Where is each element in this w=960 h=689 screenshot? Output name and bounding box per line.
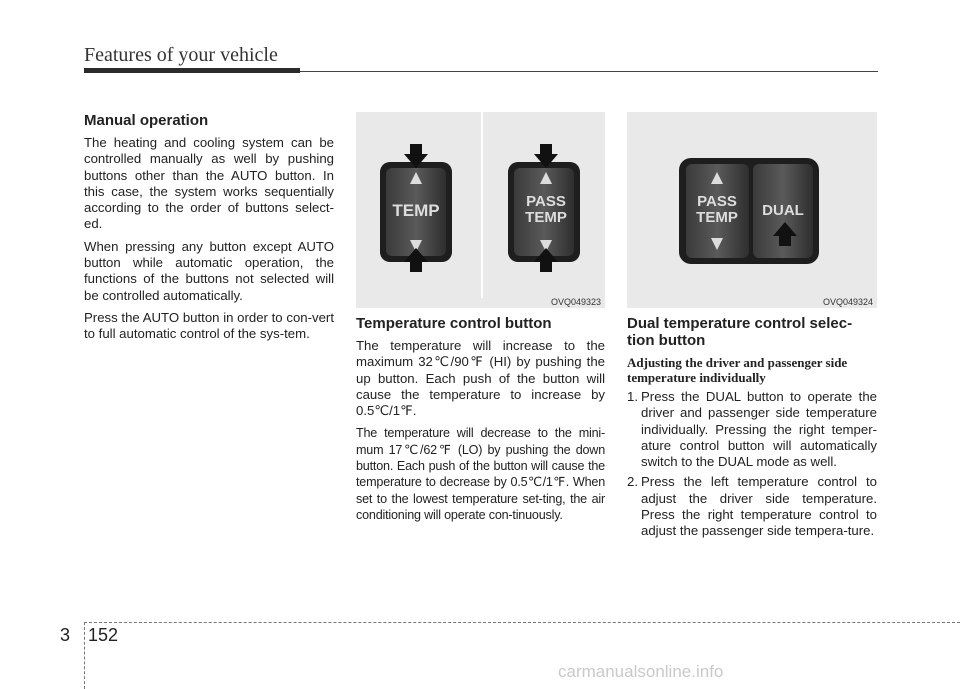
header-rule-thick <box>84 68 300 73</box>
pass-temp-label-line1: PASS <box>697 193 737 210</box>
figure-divider <box>481 112 483 298</box>
figure-code: OVQ049324 <box>822 297 873 307</box>
temperature-control-paragraph-2: The temperature will decrease to the mini-mum 17℃/62℉ (LO) by pushing the down button. Each push of the button will cause the temperature to decrease by 0.5℃/1℉. When set to the lowest temperature set-ting, the air conditioning will operate con-tinuously. <box>356 426 605 522</box>
dual-control-section <box>627 315 877 544</box>
pass-temp-label-line2: TEMP <box>525 209 567 226</box>
figure-temp-buttons <box>356 112 605 308</box>
page-section-number: 3 <box>60 625 71 645</box>
header-rule-thin <box>300 71 878 72</box>
manual-operation-heading: Manual operation <box>84 112 209 129</box>
page-header-title: Features of your vehicle <box>84 44 278 66</box>
temp-button-label: TEMP <box>392 201 440 220</box>
pass-temp-label-line1: PASS <box>526 193 566 210</box>
manual-operation-paragraph-2: When pressing any button except AUTO button while automatic operation, the functions of the buttons not selected will be controlled automatically. <box>84 238 334 303</box>
temperature-control-paragraph-1: The temperature will increase to the maximum 32℃/90℉ (HI) by pushing the up button. Each push of the button will cause the temperature to increase by 0.5℃/1℉. <box>356 338 605 419</box>
dual-button-label: DUAL <box>762 202 804 219</box>
list-item <box>627 474 877 539</box>
footer-rule <box>84 622 960 623</box>
temperature-control-section <box>356 315 605 529</box>
figure-dual-button <box>627 112 877 308</box>
watermark-text: carmanualsonline.info <box>558 662 724 681</box>
list-item-number: 2. <box>627 474 638 490</box>
footer-vertical-rule <box>84 622 85 689</box>
dual-button-illustration <box>627 112 877 308</box>
manual-operation-paragraph-1: The heating and cooling system can be controlled manually as well by pushing buttons other than the AUTO button. In this case, the system works sequentially according to the order of buttons select-ed. <box>84 135 334 232</box>
manual-operation-paragraph-3: Press the AUTO button in order to con-vert to full automatic control of the sys-tem. <box>84 309 334 342</box>
figure-code: OVQ049323 <box>550 297 601 307</box>
pass-temp-label-line2: TEMP <box>696 209 738 226</box>
manual-operation-section <box>84 112 334 349</box>
dual-control-steps <box>627 389 877 540</box>
list-item-number: 1. <box>627 389 638 404</box>
dual-control-heading: Dual temperature control selec-tion button <box>627 315 853 349</box>
page-number: 152 <box>88 625 119 645</box>
dual-control-subheading: Adjusting the driver and passenger side temperature individually <box>627 355 848 385</box>
list-item-text: Press the left temperature control to adjust the driver side temperature. Press the right temperature control to adjust the passenger side tempera-ture. <box>641 474 877 539</box>
list-item <box>627 389 877 470</box>
temperature-control-heading: Temperature control button <box>356 315 552 332</box>
list-item-text: Press the DUAL button to operate the driver and passenger side temperature individually. Pressing the right temper-ature control button will automatically switch to the DUAL mode as well. <box>641 389 877 470</box>
